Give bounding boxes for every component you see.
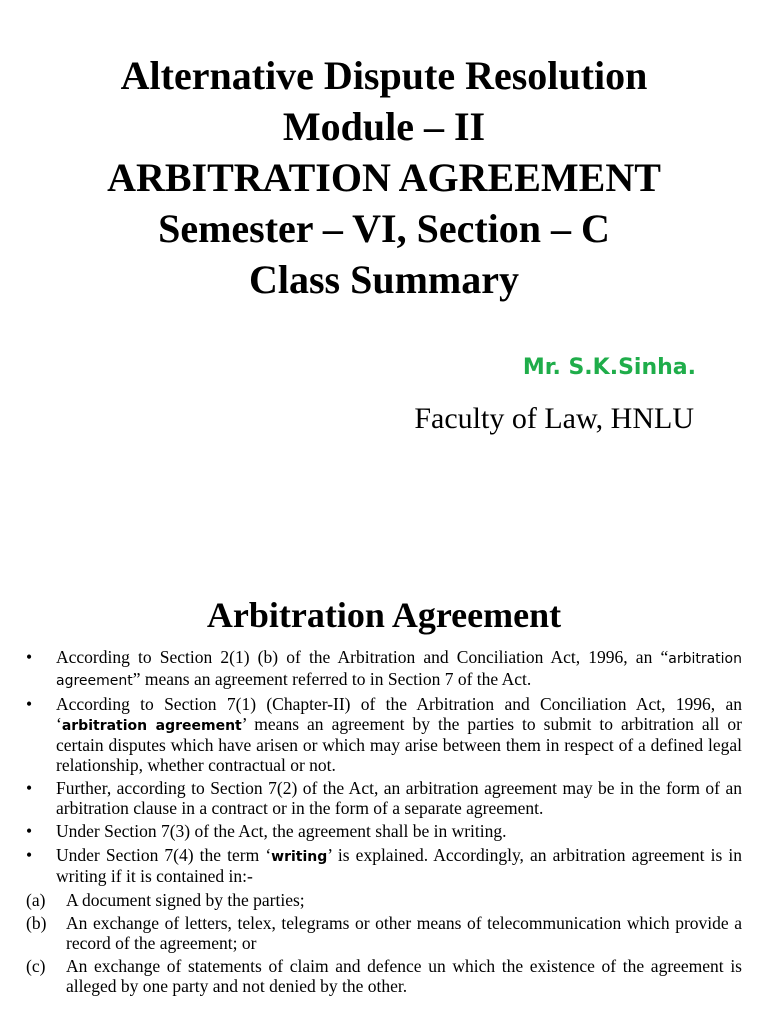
author-name: Mr. S.K.Sinha. [522,355,696,380]
bullet-item [26,846,742,887]
affiliation: Faculty of Law, HNLU [414,402,694,435]
summary-title: Class Summary [248,257,520,302]
bullet-text: Under Section 7(4) the term ‘ [56,844,272,865]
slide-title: Arbitration Agreement [206,595,562,635]
bullet-text: ’ is explained. Accordingly, an arbitration agreement is in writing if it is contained in:- [56,844,742,886]
bullet-marker: • [26,844,33,865]
bullet-text: According to Section 7(1) (Chapter-II) of the Arbitration and Conciliation Act, 1996, an ‘ [56,694,742,734]
sub-item-text: An exchange of letters, telex, telegrams or other means of telecommunication which provide a record of the agreement; or [66,913,742,953]
bullet-item [26,648,742,691]
bullet-marker: • [26,778,33,798]
emphasized-term: arbitration agreement [61,717,242,734]
sub-item-text: An exchange of statements of claim and defence un which the existence of the agreement is alleged by one party and not denied by the other. [66,956,742,996]
topic-title: ARBITRATION AGREEMENT [107,155,661,200]
sub-item-marker: (b) [26,913,47,933]
module-title: Module – II [282,104,486,149]
bullet-item [26,779,742,818]
bullet-text: ” means an agreement referred to in Section 7 of the Act. [132,668,532,689]
sub-item-marker: (a) [26,889,46,910]
bullet-item [26,822,742,842]
bullet-marker: • [26,647,33,667]
bullet-marker: • [26,694,33,714]
bullet-marker: • [26,821,33,841]
sub-item [26,891,742,911]
course-title: Alternative Dispute Resolution [120,53,648,98]
content-slide [0,575,768,1024]
emphasized-term: arbitration agreement [56,651,742,689]
sub-item-marker: (c) [26,956,46,976]
title-block [0,50,768,305]
emphasized-term: writing [271,848,328,865]
bullet-item [26,695,742,775]
bullet-text: Further, according to Section 7(2) of the Act, an arbitration agreement may be in the form of an arbitration clause in a contract or in the form of a separate agreement. [56,778,742,818]
bullet-text: Under Section 7(3) of the Act, the agreement shall be in writing. [56,821,507,841]
bullet-list [26,648,742,1000]
bullet-text: ’ means an agreement by the parties to submit to arbitration all or certain disputes which have arisen or which may arise between them in respect of a defined legal relationship, whether contractual or not. [56,713,742,775]
semester-title: Semester – VI, Section – C [158,206,610,251]
sub-item [26,957,742,996]
sub-item-text: A document signed by the parties; [66,889,305,910]
title-slide [0,0,768,500]
bullet-text: According to Section 2(1) (b) of the Arbitration and Conciliation Act, 1996, an “ [56,647,669,667]
sub-item [26,914,742,953]
